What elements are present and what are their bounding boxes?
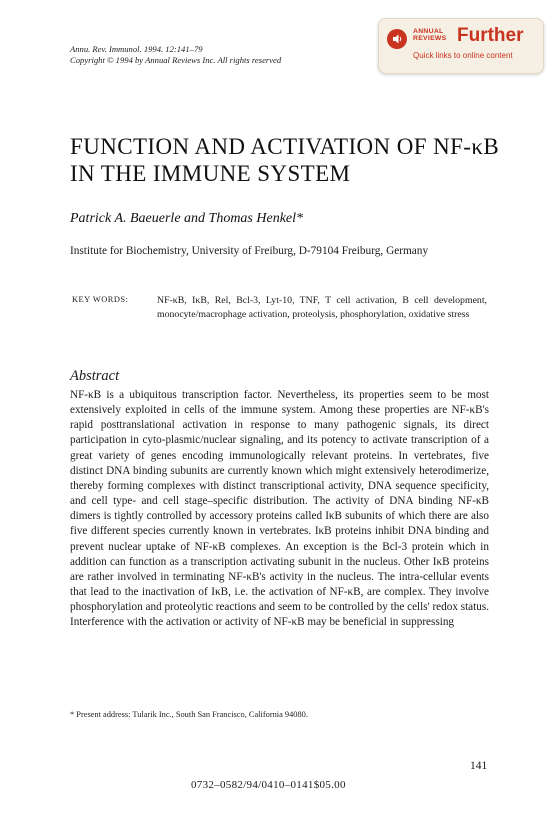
key-words-list: NF-κB, IκB, Rel, Bcl-3, Lyt-10, TNF, T cell activation, B cell development, monocyte/macrophage activation, proteolysis, phosphorylation, oxidative stress	[157, 295, 487, 320]
annual-reviews-logo-text: ANNUAL REVIEWS	[413, 28, 447, 43]
speaker-icon	[387, 29, 407, 49]
abstract-heading: Abstract	[70, 368, 120, 384]
further-tagline[interactable]: Quick links to online content	[413, 51, 513, 60]
author-affiliation: Institute for Biochemistry, University of Freiburg, D-79104 Freiburg, Germany	[70, 245, 429, 257]
journal-citation	[70, 44, 281, 66]
article-authors: Patrick A. Baeuerle and Thomas Henkel*	[70, 211, 304, 226]
citation-line-1: Annu. Rev. Immunol. 1994. 12:141–79	[70, 44, 203, 54]
further-label: Further	[457, 25, 524, 46]
key-words-label: KEY WORDS:	[72, 295, 129, 304]
article-title: FUNCTION AND ACTIVATION OF NF-κB IN THE IMMUNE SYSTEM	[70, 134, 500, 186]
citation-line-2: Copyright © 1994 by Annual Reviews Inc. All rights reserved	[70, 55, 282, 65]
abstract-body: NF-κB is a ubiquitous transcription factor. Nevertheless, its properties seem to be most extensively exploited in cells of the immune system. Among these properties are NF-κB's rapid posttranslational activation in response to many pathogenic signals, its direct participation in cyto-plasmic/nuclear signaling, and its potency to activate transcription of a great variety of genes encoding immunologically relevant proteins. In vertebrates, five distinct DNA binding subunits are currently known which might extensively heterodimerize, thereby forming complexes with distinct transcriptional activity, DNA sequence specificity, and cell type- and cell stage–specific distribution. The activity of DNA binding NF-κB dimers is tightly controlled by accessory proteins called IκB subunits of which there are also five different species currently known in vertebrates. IκB proteins inhibit DNA binding and prevent nuclear uptake of NF-κB complexes. An exception is the Bcl-3 protein which in addition can function as a transcription activating subunit in the nucleus. Other IκB proteins are rather involved in terminating NF-κB's activity in the nucleus. The intra-cellular events that lead to the inactivation of IκB, i.e. the activation of NF-κB, are complex. They involve phosphorylation and proteolytic reactions and seem to be controlled by the cells' redox status. Interference with the activation or activity of NF-κB may be beneficial in suppressing	[70, 389, 489, 629]
further-links-badge[interactable]	[378, 18, 544, 74]
footnote: * Present address: Tularik Inc., South San Francisco, California 94080.	[70, 710, 308, 719]
price-code: 0732–0582/94/0410–0141$05.00	[191, 779, 346, 791]
page-number: 141	[470, 760, 488, 772]
